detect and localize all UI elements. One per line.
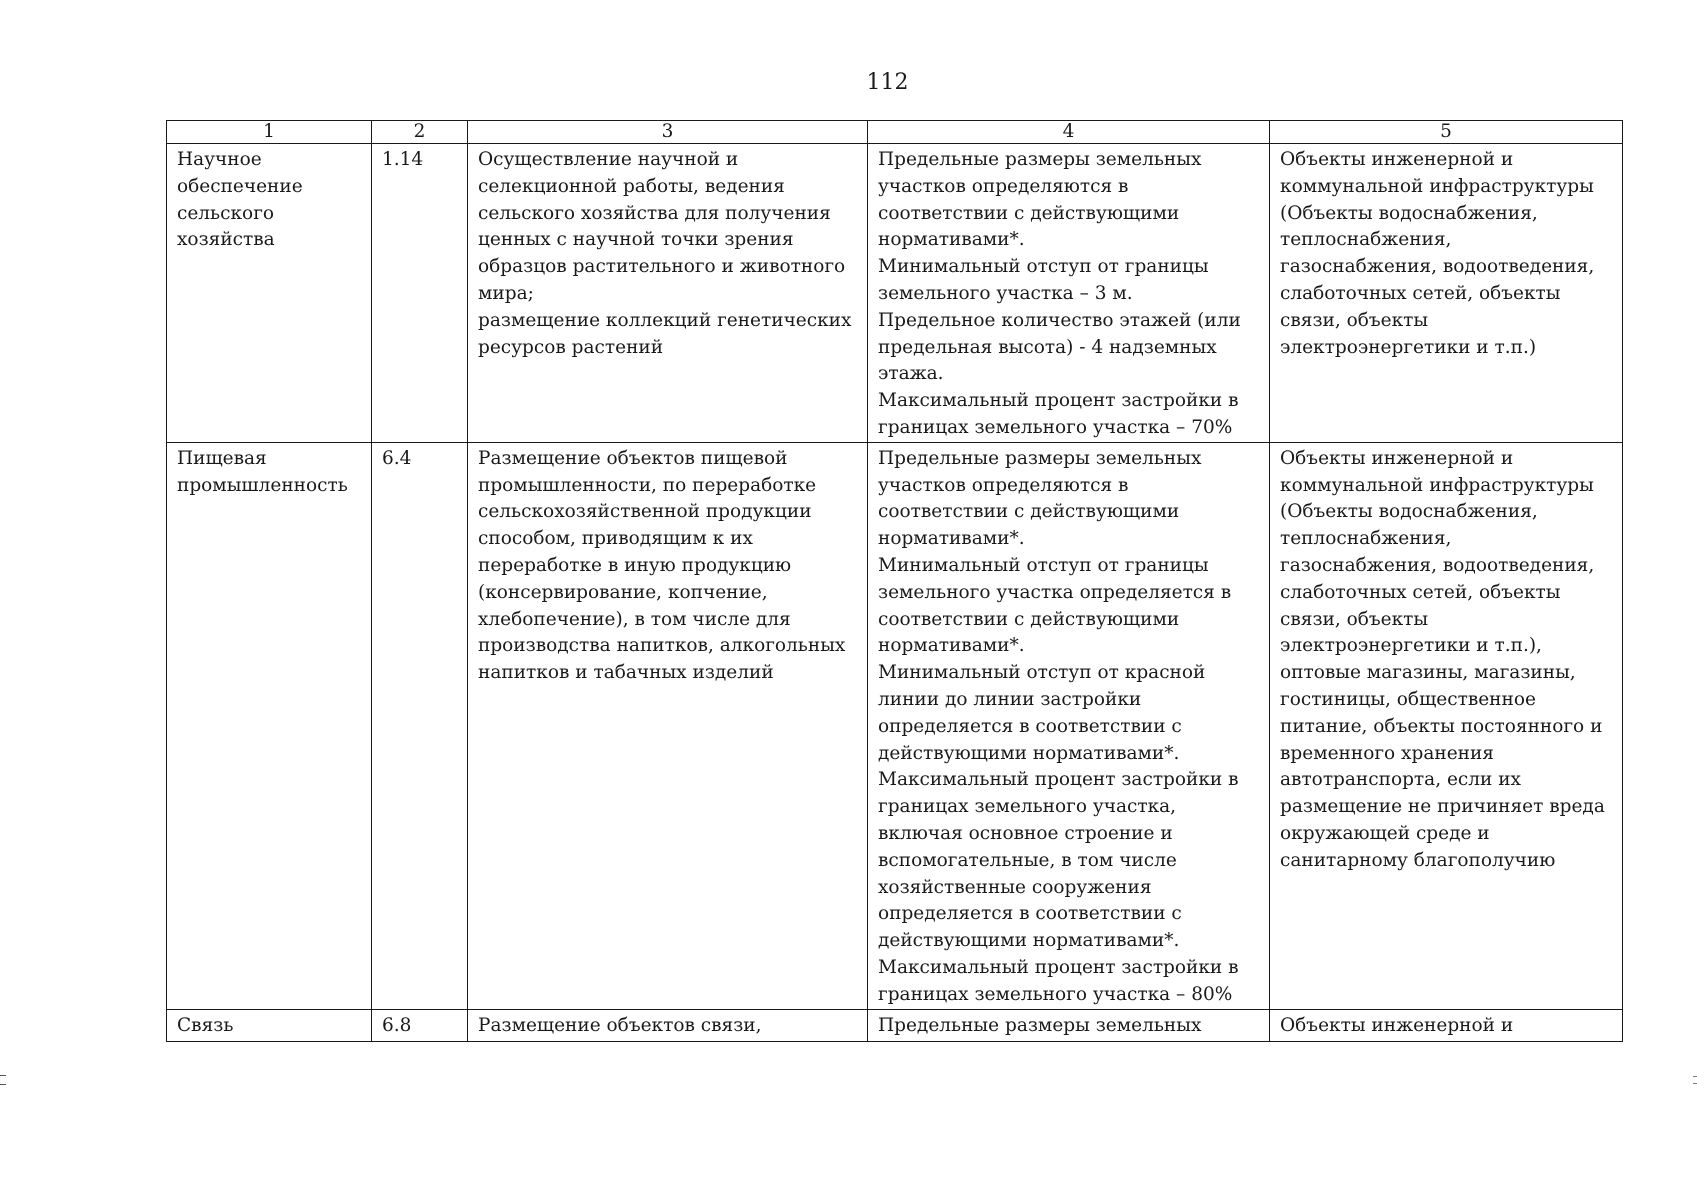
parameters-cell: Предельные размеры земельных участков определяются в соответствии с действующими нормативами*. Минимальный отступ от границы земельного участка – 3 м. Предельное количество этажей (или предельная высота) - 4 надземных этажа. Максимальный процент застройки в границах земельного участка – 70% [868,144,1270,443]
code-cell: 6.4 [372,442,468,1009]
auxiliary-uses-cell: Объекты инженерной и коммунальной инфраструктуры (Объекты водоснабжения, теплоснабжения, газоснабжения, водоотведения, слаботочных сетей, объекты связи, объекты электроэнергетики и т.п.) [1270,144,1623,443]
auxiliary-uses-cell: Объекты инженерной и [1270,1009,1623,1041]
column-header-1: 1 [167,121,372,144]
column-header-3: 3 [468,121,868,144]
page-number: 112 [866,70,909,95]
zoning-table [166,120,1623,1042]
land-use-type-cell: Связь [167,1009,372,1041]
table-row [167,442,1623,1009]
description-cell: Размещение объектов связи, [468,1009,868,1041]
column-header-2: 2 [372,121,468,144]
scan-edge-mark-right [1693,1076,1697,1084]
parameters-cell: Предельные размеры земельных [868,1009,1270,1041]
description-cell: Осуществление научной и селекционной работы, ведения сельского хозяйства для получения ценных с научной точки зрения образцов растительного и животного мира; размещение коллекций генетических ресурсов растений [468,144,868,443]
column-header-5: 5 [1270,121,1623,144]
auxiliary-uses-cell: Объекты инженерной и коммунальной инфраструктуры (Объекты водоснабжения, теплоснабжения, газоснабжения, водоотведения, слаботочных сетей, объекты связи, объекты электроэнергетики и т.п.), оптовые магазины, магазины, гостиницы, общественное питание, объекты постоянного и временного хранения автотранспорта, если их размещение не причиняет вреда окружающей среде и санитарному благополучию [1270,442,1623,1009]
land-use-type-cell: Научное обеспечение сельского хозяйства [167,144,372,443]
code-cell: 6.8 [372,1009,468,1041]
column-header-4: 4 [868,121,1270,144]
parameters-cell: Предельные размеры земельных участков определяются в соответствии с действующими нормативами*. Минимальный отступ от границы земельного участка определяется в соответствии с действующими нормативами*. Минимальный отступ от красной линии до линии застройки определяется в соответствии с действующими нормативами*. Максимальный процент застройки в границах земельного участка, включая основное строение и вспомогательные, в том числе хозяйственные сооружения определяется в соответствии с действующими нормативами*. Максимальный процент застройки в границах земельного участка – 80% [868,442,1270,1009]
code-cell: 1.14 [372,144,468,443]
scan-edge-mark-left [0,1075,6,1085]
description-cell: Размещение объектов пищевой промышленности, по переработке сельскохозяйственной продукции способом, приводящим к их переработке в иную продукцию (консервирование, копчение, хлебопечение), в том числе для производства напитков, алкогольных напитков и табачных изделий [468,442,868,1009]
table-row [167,1009,1623,1041]
table-row [167,144,1623,443]
land-use-type-cell: Пищевая промышленность [167,442,372,1009]
table-header-row [167,121,1623,144]
